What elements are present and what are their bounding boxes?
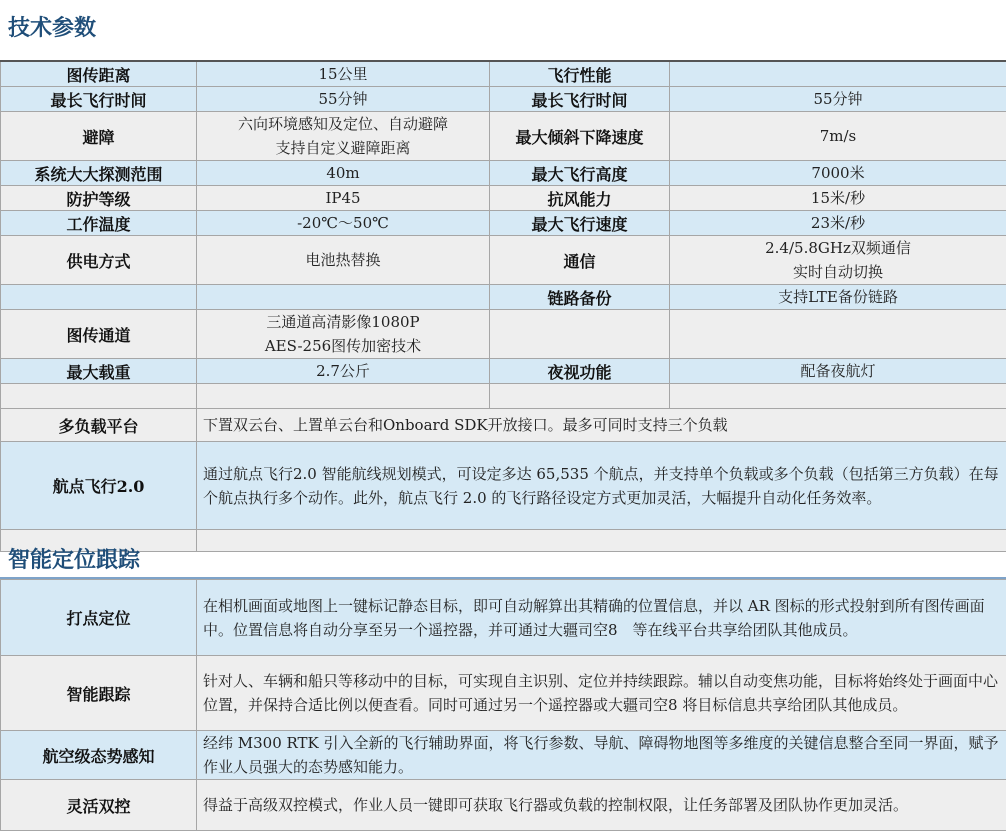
spec-row <box>1 161 1006 186</box>
spec-value-line: AES-256图传加密技术 <box>264 337 422 355</box>
tracking-row <box>1 656 1006 731</box>
spec-label <box>490 384 670 409</box>
spec-value-line: 2.7公斤 <box>316 362 370 380</box>
tracking-description: 经纬 M300 RTK 引入全新的飞行辅助界面，将飞行参数、导航、障碍物地图等多维度的关键信息整合至同一界面，赋予作业人员强大的态势感知能力。 <box>197 731 1006 780</box>
spec-value <box>670 359 1006 384</box>
spec-value <box>197 186 490 211</box>
spec-value-line: 实时自动切换 <box>792 263 883 281</box>
spec-value <box>197 359 490 384</box>
spec-value <box>670 161 1006 186</box>
spec-label: 最大载重 <box>1 359 197 384</box>
spec-label: 夜视功能 <box>490 359 670 384</box>
section-title-smart-tracking: 智能定位跟踪 <box>8 547 141 573</box>
spec-value <box>670 211 1006 236</box>
spec-value <box>197 87 490 112</box>
spec-value-line: 2.4/5.8GHz双频通信 <box>765 239 911 257</box>
spec-value <box>197 384 490 409</box>
tracking-label: 智能跟踪 <box>1 656 197 731</box>
tracking-description: 得益于高级双控模式，作业人员一键即可获取飞行器或负载的控制权限，让任务部署及团队协作更加灵活。 <box>197 780 1006 831</box>
spec-value-line: 15公里 <box>318 65 368 83</box>
spec-value <box>197 236 490 285</box>
spec-value-line: 电池热替换 <box>305 251 381 269</box>
spec-row <box>1 112 1006 161</box>
tracking-row <box>1 731 1006 780</box>
spec-value <box>670 310 1006 359</box>
feature-description: 下置双云台、上置单云台和Onboard SDK开放接口。最多可同时支持三个负载 <box>197 409 1006 442</box>
spec-value-line: -20℃～50℃ <box>297 214 389 232</box>
spec-value-line: 三通道高清影像1080P <box>266 313 420 331</box>
spec-label: 最大飞行高度 <box>490 161 670 186</box>
feature-label: 航点飞行2.0 <box>1 442 197 530</box>
section-title-tech-specs: 技术参数 <box>8 15 97 41</box>
tracking-description: 针对人、车辆和船只等移动中的目标，可实现自主识别、定位并持续跟踪。辅以自动变焦功能，目标将始终处于画面中心位置，并保持合适比例以便查看。同时可通过另一个遥控器或大疆司空8 将目标信息共享给团队其他成员。 <box>197 656 1006 731</box>
feature-description: 通过航点飞行2.0 智能航线规划模式，可设定多达 65,535 个航点，并支持单个负载或多个负载（包括第三方负载）在每个航点执行多个动作。此外，航点飞行 2.0 的飞行路径设定方式更加灵活，大幅提升自动化任务效率。 <box>197 442 1006 530</box>
spec-label: 抗风能力 <box>490 186 670 211</box>
spec-value <box>670 285 1006 310</box>
spec-label: 飞行性能 <box>490 61 670 87</box>
spec-value <box>197 211 490 236</box>
spec-value <box>670 61 1006 87</box>
spec-label: 供电方式 <box>1 236 197 285</box>
spec-value-line: 15米/秒 <box>810 189 866 207</box>
spec-label: 防护等级 <box>1 186 197 211</box>
spec-value-line: 配备夜航灯 <box>800 362 876 380</box>
spec-row <box>1 186 1006 211</box>
spec-row <box>1 236 1006 285</box>
spec-label: 最大倾斜下降速度 <box>490 112 670 161</box>
spec-label: 图传距离 <box>1 61 197 87</box>
spec-value <box>670 186 1006 211</box>
smart-tracking-table <box>0 579 1006 831</box>
tracking-label: 航空级态势感知 <box>1 731 197 780</box>
tracking-label: 打点定位 <box>1 580 197 656</box>
spec-label <box>1 384 197 409</box>
spec-label <box>490 310 670 359</box>
spec-value <box>197 112 490 161</box>
tracking-row <box>1 580 1006 656</box>
spec-value-line: 7m/s <box>819 127 857 145</box>
spec-value-line: 支持LTE备份链路 <box>778 288 898 306</box>
spec-value-line: IP45 <box>325 189 361 207</box>
spec-label: 通信 <box>490 236 670 285</box>
spec-row <box>1 359 1006 384</box>
spec-value-line: 支持自定义避障距离 <box>275 139 411 157</box>
spec-label: 图传通道 <box>1 310 197 359</box>
spec-label: 避障 <box>1 112 197 161</box>
spec-row <box>1 310 1006 359</box>
spec-value <box>670 384 1006 409</box>
spec-row <box>1 211 1006 236</box>
feature-label: 多负载平台 <box>1 409 197 442</box>
spec-value <box>197 161 490 186</box>
spec-value-line: 六向环境感知及定位、自动避障 <box>237 115 448 133</box>
spec-row <box>1 61 1006 87</box>
spec-label <box>1 285 197 310</box>
spec-value <box>670 236 1006 285</box>
spec-label: 最大飞行速度 <box>490 211 670 236</box>
feature-row <box>1 442 1006 530</box>
spec-row <box>1 87 1006 112</box>
spec-value <box>670 112 1006 161</box>
spec-label: 最长飞行时间 <box>490 87 670 112</box>
spec-value-line: 40m <box>326 164 360 182</box>
tracking-row <box>1 780 1006 831</box>
spec-value <box>197 285 490 310</box>
spec-value <box>197 61 490 87</box>
spec-label: 系统大大探测范围 <box>1 161 197 186</box>
spec-value <box>197 310 490 359</box>
tracking-label: 灵活双控 <box>1 780 197 831</box>
spec-label: 链路备份 <box>490 285 670 310</box>
spec-row <box>1 285 1006 310</box>
spec-row <box>1 384 1006 409</box>
spec-label: 最长飞行时间 <box>1 87 197 112</box>
spec-value-line: 55分钟 <box>318 90 368 108</box>
spec-value-line: 7000米 <box>811 164 865 182</box>
spec-label: 工作温度 <box>1 211 197 236</box>
spec-value-line: 55分钟 <box>813 90 863 108</box>
feature-row <box>1 409 1006 442</box>
tech-specs-table <box>0 60 1006 552</box>
spec-value <box>670 87 1006 112</box>
spec-value-line: 23米/秒 <box>810 214 866 232</box>
tracking-description: 在相机画面或地图上一键标记静态目标，即可自动解算出其精确的位置信息，并以 AR 图标的形式投射到所有图传画面中。位置信息将自动分享至另一个遥控器，并可通过大疆司空8 等在线平台共享给团队其他成员。 <box>197 580 1006 656</box>
